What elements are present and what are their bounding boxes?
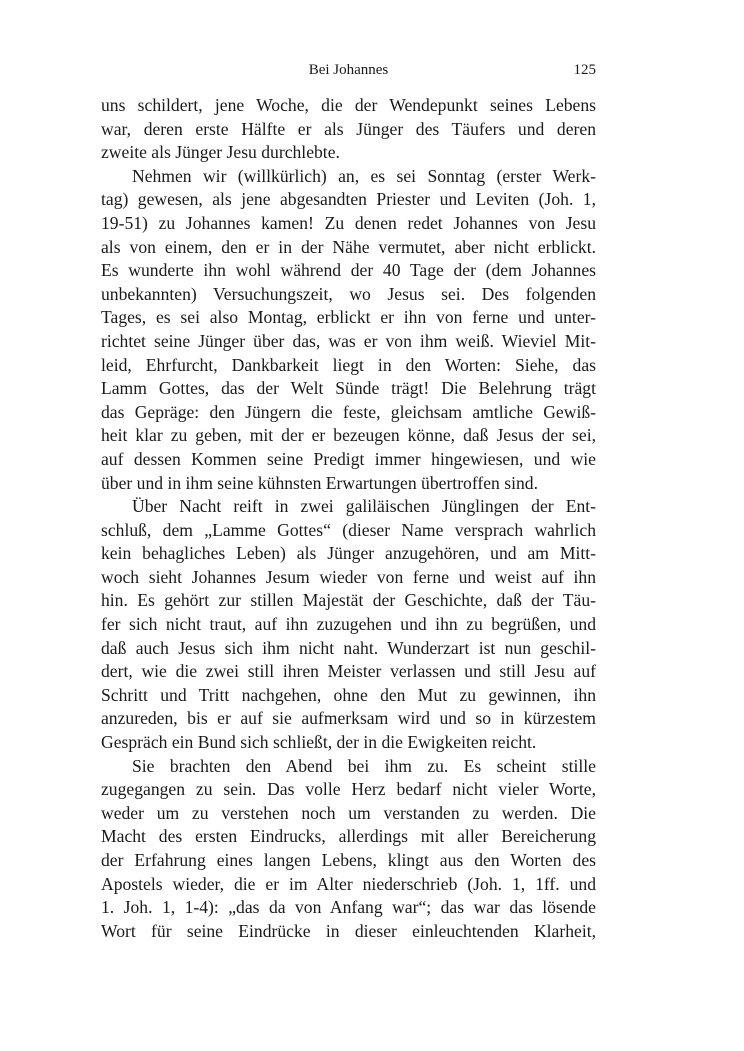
- text-line: fer sich nicht traut, auf ihn zuzugehen und ihn zu begrüßen, und: [101, 614, 596, 635]
- text-line: der Erfahrung eines langen Lebens, klingt aus den Worten des: [101, 850, 596, 870]
- paragraph: [101, 94, 596, 165]
- text-line: Über Nacht reift in zwei galiläischen Jünglingen der Ent-: [132, 496, 596, 517]
- text-line: 19-51) zu Johannes kamen! Zu denen redet Johannes von Jesu: [101, 212, 596, 233]
- text-line: uns schildert, jene Woche, die der Wendepunkt seines Lebens: [101, 95, 596, 115]
- text-line: hin. Es gehört zur stillen Majestät der Geschichte, daß der Täu-: [101, 590, 596, 611]
- text-line: Sie brachten den Abend bei ihm zu. Es scheint stille: [132, 755, 596, 776]
- text-line: leid, Ehrfurcht, Dankbarkeit liegt in den Worten: Siehe, das: [101, 354, 596, 375]
- text-line: über und in ihm seine kühnsten Erwartungen übertroffen sind.: [101, 472, 538, 493]
- text-line: anzureden, bis er auf sie aufmerksam wird und so in kürzestem: [101, 708, 596, 729]
- text-line: Macht des ersten Eindrucks, allerdings mit aller Bereicherung: [101, 826, 596, 847]
- text-line: Nehmen wir (willkürlich) an, es sei Sonntag (erster Werk-: [132, 165, 596, 186]
- running-head: [101, 62, 596, 84]
- text-line: heit klar zu geben, mit der er bezeugen könne, daß Jesus der sei,: [101, 425, 596, 446]
- text-line: daß auch Jesus sich ihm nicht naht. Wunderzart ist nun geschil-: [101, 637, 596, 658]
- text-line: dert, wie die zwei still ihren Meister verlassen und still Jesu auf: [101, 661, 596, 682]
- page-number: 125: [573, 62, 596, 78]
- text-line: 1. Joh. 1, 1-4): „das da von Anfang war“; das war das lösende: [101, 897, 596, 918]
- text-line: auf dessen Kommen seine Predigt immer hingewiesen, und wie: [101, 448, 596, 469]
- text-line: das Gepräge: den Jüngern die feste, gleichsam amtliche Gewiß-: [101, 401, 596, 422]
- text-line: schluß, dem „Lamme Gottes“ (dieser Name versprach wahrlich: [101, 519, 596, 540]
- text-line: zugegangen zu sein. Das volle Herz bedarf nicht vieler Worte,: [101, 779, 596, 800]
- body-text: [101, 94, 596, 943]
- paragraph: [101, 165, 596, 495]
- text-line: kein behagliches Leben) als Jünger anzugehören, und am Mitt-: [101, 543, 596, 564]
- text-line: Gespräch ein Bund sich schließt, der in die Ewigkeiten reicht.: [101, 732, 537, 753]
- text-line: richtet seine Jünger über das, was er von ihm weiß. Wieviel Mit-: [101, 330, 596, 351]
- text-line: unbekannten) Versuchungszeit, wo Jesus sei. Des folgenden: [101, 283, 596, 304]
- text-line: Wort für seine Eindrücke in dieser einleuchtenden Klarheit,: [101, 920, 596, 941]
- text-line: woch sieht Johannes Jesum wieder von ferne und weist auf ihn: [101, 566, 596, 587]
- text-line: Apostels wieder, die er im Alter niederschrieb (Joh. 1, 1ff. und: [101, 873, 596, 894]
- text-line: zweite als Jünger Jesu durchlebte.: [101, 142, 340, 163]
- text-line: Tages, es sei also Montag, erblickt er ihn von ferne und unter-: [101, 307, 596, 328]
- running-title: Bei Johannes: [308, 62, 389, 78]
- paragraph: [101, 495, 596, 755]
- text-line: tag) gewesen, als jene abgesandten Priester und Leviten (Joh. 1,: [101, 189, 596, 210]
- text-line: als von einem, den er in der Nähe vermutet, aber nicht erblickt.: [101, 236, 596, 257]
- text-line: Es wunderte ihn wohl während der 40 Tage der (dem Johannes: [101, 260, 596, 281]
- text-line: war, deren erste Hälfte er als Jünger des Täufers und deren: [101, 118, 596, 139]
- text-line: Schritt und Tritt nachgehen, ohne den Mut zu gewinnen, ihn: [101, 684, 596, 705]
- paragraph: [101, 755, 596, 944]
- text-line: weder um zu verstehen noch um verstanden zu werden. Die: [101, 802, 596, 823]
- text-line: Lamm Gottes, das der Welt Sünde trägt! Die Belehrung trägt: [101, 378, 596, 399]
